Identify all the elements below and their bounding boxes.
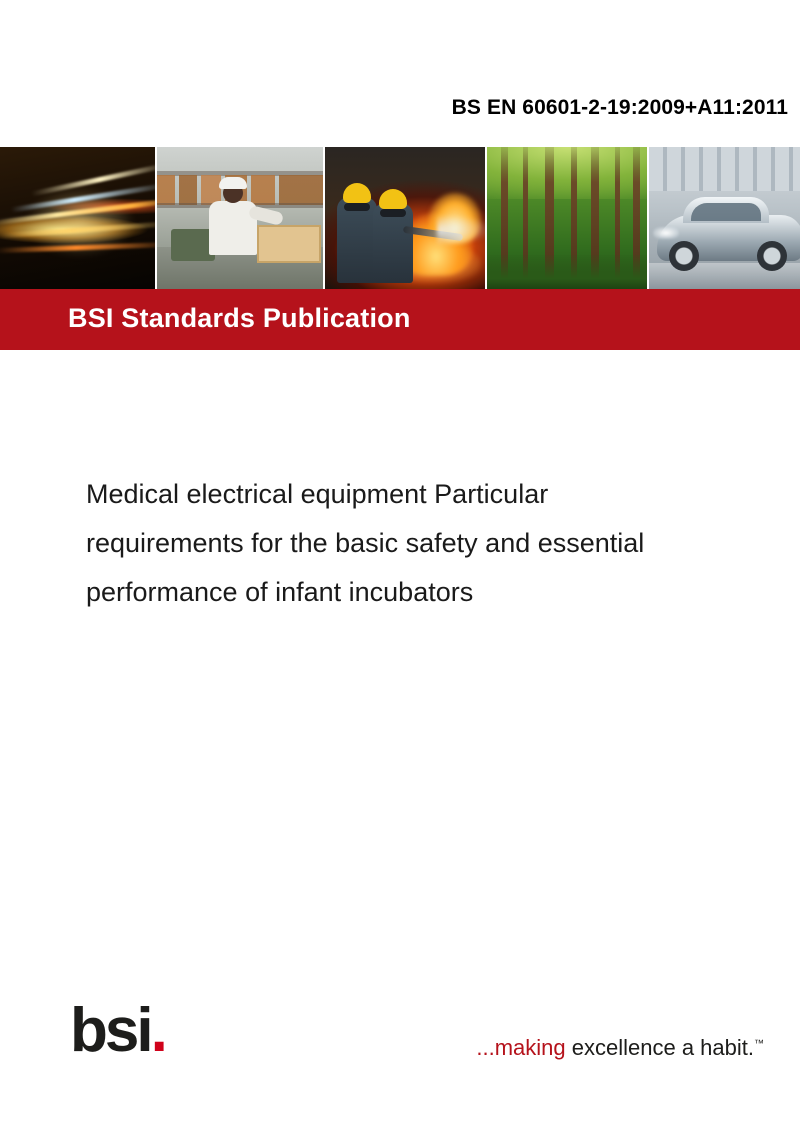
trademark-symbol: ™	[754, 1038, 764, 1050]
forest-floor	[487, 255, 647, 289]
car-wheel	[669, 241, 699, 271]
band-image-night-traffic-light-trails	[0, 147, 155, 289]
bsi-logo-text: bsi	[70, 996, 151, 1065]
warehouse-crate	[257, 225, 321, 263]
band-image-warehouse-worker	[155, 147, 323, 289]
standard-number: BS EN 60601-2-19:2009+A11:2011	[451, 96, 788, 119]
tagline	[476, 1035, 764, 1061]
firefighter-visor	[380, 209, 406, 217]
tagline-lead: ...making	[476, 1035, 566, 1060]
firefighter-helmet	[379, 189, 407, 209]
forest-canopy	[487, 147, 647, 199]
bsi-standards-publication-banner	[0, 289, 800, 350]
band-image-car-showroom	[647, 147, 800, 289]
firefighter-helmet	[343, 183, 371, 203]
car-wheel	[757, 241, 787, 271]
car-window	[691, 203, 761, 221]
page-title: Medical electrical equipment Particular requirements for the basic safety and essential performance of infant incubators	[86, 479, 645, 607]
band-image-firefighters	[323, 147, 485, 289]
firefighter-visor	[344, 203, 370, 211]
banner-label: BSI Standards Publication	[68, 303, 411, 333]
bsi-logo	[70, 996, 165, 1065]
car-headlight	[653, 227, 679, 239]
worker-hard-hat	[219, 177, 247, 189]
band-image-forest	[485, 147, 647, 289]
bsi-logo-dot: .	[150, 996, 165, 1065]
cover-image-band	[0, 147, 800, 289]
water-spray	[437, 215, 485, 245]
tagline-rest: excellence a habit.	[565, 1035, 754, 1060]
showroom-ceiling	[649, 147, 800, 191]
